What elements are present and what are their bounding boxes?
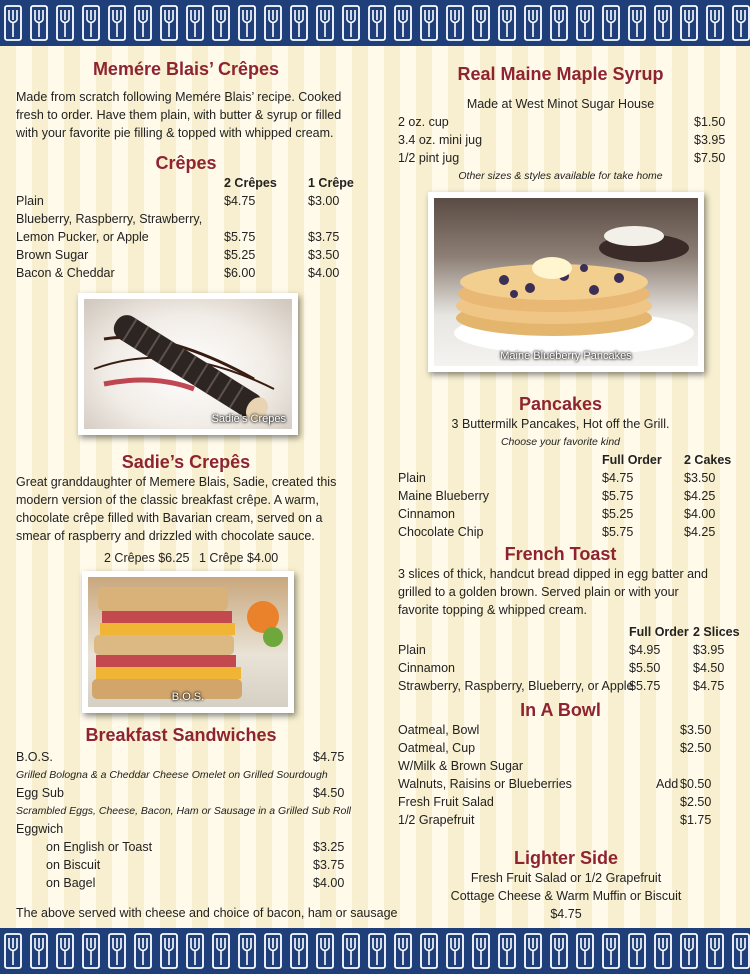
syrup-row — [398, 113, 726, 131]
bowl-price: $2.50 — [680, 741, 712, 755]
option-name: on English or Toast — [46, 840, 153, 854]
pancake-row — [398, 505, 723, 523]
syrup-subtitle: Made at West Minot Sugar House — [466, 97, 655, 111]
right-column — [398, 63, 726, 185]
option-price: $4.00 — [313, 876, 345, 890]
bos-row — [16, 748, 346, 766]
bowl-title: In A Bowl — [520, 700, 601, 720]
memere-description: Made from scratch following Memére Blais’ recipe. Cooked fresh to order. Have them plain, with butter & syrup or filled with your favorite pie filling & topped with whipped cream. — [16, 90, 342, 140]
syrup-price: $3.95 — [694, 133, 726, 147]
item-name: Lemon Pucker, or Apple — [16, 230, 149, 244]
french-toast-row — [398, 659, 723, 677]
eggwich-option-row — [16, 874, 346, 892]
crepes-header — [16, 174, 356, 192]
pancakes-col2-head: 2 Cakes — [684, 453, 732, 467]
pancake-stack-icon — [434, 198, 698, 366]
item-name: Bacon & Cheddar — [16, 266, 115, 280]
lighter-title: Lighter Side — [513, 848, 618, 868]
bowl-row — [398, 793, 723, 811]
syrup-note: Other sizes & styles available for take home — [458, 170, 663, 182]
crepes-col2-head: 1 Crêpe — [308, 176, 354, 190]
pancakes-header — [398, 451, 732, 469]
sadie-title: Sadie’s Crepês — [121, 452, 251, 472]
price-two-cakes: $4.00 — [684, 507, 716, 521]
lighter-line1: Fresh Fruit Salad or 1/2 Grapefruit — [470, 871, 662, 885]
eggsub-row — [16, 784, 346, 802]
bowl-price: $3.50 — [680, 723, 712, 737]
syrup-row — [398, 131, 726, 149]
eggsub-name: Egg Sub — [16, 786, 64, 800]
crepes-list — [16, 192, 356, 282]
pancakes-subtitle: 3 Buttermilk Pancakes, Hot off the Grill. — [451, 417, 670, 431]
french-toast-list — [398, 641, 723, 695]
sandwich-icon — [88, 577, 288, 707]
eggwich-name: Eggwich — [16, 822, 64, 836]
bowl-price: $2.50 — [680, 795, 712, 809]
ft-name: Plain — [398, 643, 426, 657]
pancake-name: Plain — [398, 471, 426, 485]
syrup-name: 3.4 oz. mini jug — [398, 133, 483, 147]
ft-col2-head: 2 Slices — [693, 625, 740, 639]
price-two-slices: $4.50 — [693, 661, 725, 675]
photo2-caption: B.O.S. — [171, 691, 205, 703]
bottom-fork-border — [0, 928, 750, 974]
eggwich-list — [16, 838, 346, 892]
syrup-list — [398, 113, 726, 167]
eggsub-price: $4.50 — [313, 786, 345, 800]
pancake-row — [398, 523, 723, 541]
bowl-name: 1/2 Grapefruit — [398, 813, 475, 827]
syrup-price: $1.50 — [694, 115, 726, 129]
ft-name: Strawberry, Raspberry, Blueberry, or Apple — [398, 679, 634, 693]
bowl-list — [398, 721, 723, 829]
sadie-section — [16, 451, 356, 567]
french-toast-header — [398, 623, 740, 641]
price-two-slices: $4.75 — [693, 679, 725, 693]
bowl-name: W/Milk & Brown Sugar — [398, 759, 524, 773]
option-price: $3.75 — [313, 858, 345, 872]
pancake-name: Cinnamon — [398, 507, 455, 521]
price-two-cakes: $4.25 — [684, 489, 716, 503]
price-full: $5.50 — [629, 661, 661, 675]
bowl-row — [398, 811, 723, 829]
pancake-row — [398, 469, 723, 487]
pancake-name: Maine Blueberry — [398, 489, 490, 503]
eggsub-desc: Scrambled Eggs, Cheese, Bacon, Ham or Sausage in a Grilled Sub Roll — [16, 805, 352, 817]
item-name: Brown Sugar — [16, 248, 89, 262]
crepe-row — [16, 210, 356, 228]
price-one: $3.00 — [308, 194, 340, 208]
bowl-add: Add — [656, 777, 679, 791]
bowl-name: Walnuts, Raisins or Blueberries — [398, 777, 572, 791]
french-toast-title: French Toast — [504, 544, 617, 564]
price-one: $4.00 — [308, 266, 340, 280]
crepes-col1-head: 2 Crêpes — [224, 176, 277, 190]
ft-name: Cinnamon — [398, 661, 455, 675]
bowl-row — [398, 739, 723, 757]
sandwich-section — [16, 724, 398, 922]
price-one: $3.50 — [308, 248, 340, 262]
pancake-name: Chocolate Chip — [398, 525, 484, 539]
syrup-title: Real Maine Maple Syrup — [457, 64, 664, 84]
bowl-price: $0.50 — [680, 777, 712, 791]
lighter-price: $4.75 — [550, 907, 582, 921]
bos-price: $4.75 — [313, 750, 345, 764]
option-name: on Bagel — [46, 876, 96, 890]
bowl-name: Oatmeal, Bowl — [398, 723, 480, 737]
sadie-description: Great granddaughter of Memere Blais, Sadie, created this modern version of the classic breakfast crêpe. A warm, chocolate crêpe filled with Bavarian cream, served on a smear of raspberry and drizzled with chocolate sauce. — [16, 475, 337, 543]
french-toast-row — [398, 677, 723, 695]
french-toast-row — [398, 641, 723, 659]
price-two: $6.00 — [224, 266, 256, 280]
bowl-name: Oatmeal, Cup — [398, 741, 476, 755]
syrup-name: 2 oz. cup — [398, 115, 449, 129]
sandwich-footer-note: The above served with cheese and choice of bacon, ham or sausage — [16, 906, 398, 920]
bowl-row — [398, 775, 723, 793]
sadie-prices — [16, 549, 356, 567]
crepe-roll-icon — [84, 299, 292, 429]
memere-title: Memére Blais’ Crêpes — [92, 59, 280, 79]
sadies-crepes-photo — [78, 293, 298, 435]
bos-photo — [82, 571, 294, 713]
price-full: $4.75 — [602, 471, 634, 485]
ft-col1-head: Full Order — [629, 625, 689, 639]
price-two: $4.75 — [224, 194, 256, 208]
syrup-name: 1/2 pint jug — [398, 151, 460, 165]
bowl-row — [398, 757, 723, 775]
price-full: $5.25 — [602, 507, 634, 521]
top-fork-border — [0, 0, 750, 46]
price-two: $5.75 — [224, 230, 256, 244]
crepes-title: Crêpes — [155, 153, 217, 173]
syrup-price: $7.50 — [694, 151, 726, 165]
price-two-cakes: $4.25 — [684, 525, 716, 539]
pancakes-col1-head: Full Order — [602, 453, 662, 467]
french-toast-description: 3 slices of thick, handcut bread dipped in egg batter and grilled to a golden brown. Served plain or with your favorite topping & whipped cream. — [398, 567, 708, 617]
price-full: $4.95 — [629, 643, 661, 657]
fork-pattern-icon — [0, 928, 750, 974]
crepe-row — [16, 228, 356, 246]
lighter-section — [398, 847, 734, 923]
pancakes-title: Pancakes — [518, 394, 603, 414]
option-price: $3.25 — [313, 840, 345, 854]
price-full: $5.75 — [602, 489, 634, 503]
crepe-row — [16, 192, 356, 210]
item-name: Blueberry, Raspberry, Strawberry, — [16, 212, 203, 226]
sadie-price-one: 1 Crêpe $4.00 — [199, 551, 279, 565]
bowl-name: Fresh Fruit Salad — [398, 795, 494, 809]
lighter-line2: Cottage Cheese & Warm Muffin or Biscuit — [450, 889, 682, 903]
bowl-row — [398, 721, 723, 739]
photo1-caption: Sadie’s Crepes — [211, 413, 286, 425]
pancakes-section — [398, 393, 740, 829]
crepe-row — [16, 246, 356, 264]
bos-desc: Grilled Bologna & a Cheddar Cheese Omelet on Grilled Sourdough — [16, 769, 328, 781]
syrup-row — [398, 149, 726, 167]
option-name: on Biscuit — [46, 858, 101, 872]
price-one: $3.75 — [308, 230, 340, 244]
blueberry-pancakes-photo — [428, 192, 704, 372]
sadie-price-two: 2 Crêpes $6.25 — [104, 551, 190, 565]
price-two-slices: $3.95 — [693, 643, 725, 657]
photo3-caption: Maine Blueberry Pancakes — [500, 350, 632, 362]
fork-pattern-icon — [0, 0, 750, 46]
price-two-cakes: $3.50 — [684, 471, 716, 485]
price-two: $5.25 — [224, 248, 256, 262]
left-column — [16, 58, 356, 282]
sandwich-title: Breakfast Sandwiches — [85, 725, 277, 745]
bos-name: B.O.S. — [16, 750, 53, 764]
eggwich-option-row — [16, 838, 346, 856]
pancakes-list — [398, 469, 723, 541]
item-name: Plain — [16, 194, 44, 208]
crepe-row — [16, 264, 356, 282]
pancakes-note: Choose your favorite kind — [500, 436, 621, 448]
eggwich-option-row — [16, 856, 346, 874]
bowl-price: $1.75 — [680, 813, 712, 827]
pancake-row — [398, 487, 723, 505]
price-full: $5.75 — [602, 525, 634, 539]
price-full: $5.75 — [629, 679, 661, 693]
